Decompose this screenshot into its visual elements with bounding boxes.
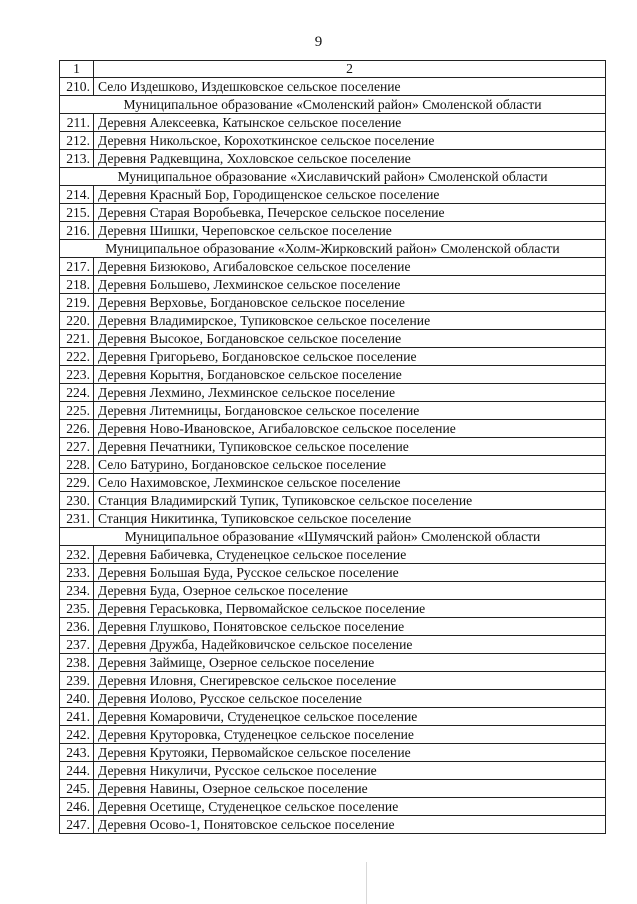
section-row bbox=[60, 528, 606, 546]
table-body bbox=[60, 61, 606, 834]
row-number: 244. bbox=[60, 762, 94, 780]
row-number: 218. bbox=[60, 276, 94, 294]
settlement-name: Деревня Навины, Озерное сельское поселение bbox=[94, 780, 606, 798]
settlement-name: Станция Владимирский Тупик, Тупиковское сельское поселение bbox=[94, 492, 606, 510]
section-title: Муниципальное образование «Шумячский район» Смоленской области bbox=[60, 528, 606, 546]
settlement-name: Деревня Бизюково, Агибаловское сельское поселение bbox=[94, 258, 606, 276]
section-row bbox=[60, 168, 606, 186]
row-number: 243. bbox=[60, 744, 94, 762]
scan-fold-line bbox=[366, 862, 367, 904]
table-row bbox=[60, 762, 606, 780]
table-row bbox=[60, 636, 606, 654]
table-row bbox=[60, 78, 606, 96]
row-number: 214. bbox=[60, 186, 94, 204]
row-number: 242. bbox=[60, 726, 94, 744]
table-row bbox=[60, 348, 606, 366]
row-number: 247. bbox=[60, 816, 94, 834]
settlement-name: Деревня Радкевщина, Хохловское сельское поселение bbox=[94, 150, 606, 168]
settlement-name: Село Нахимовское, Лехминское сельское поселение bbox=[94, 474, 606, 492]
row-number: 246. bbox=[60, 798, 94, 816]
settlement-name: Деревня Круторовка, Студенецкое сельское поселение bbox=[94, 726, 606, 744]
table-row bbox=[60, 222, 606, 240]
settlement-name: Деревня Гераськовка, Первомайское сельское поселение bbox=[94, 600, 606, 618]
row-number: 230. bbox=[60, 492, 94, 510]
table-row bbox=[60, 186, 606, 204]
table-row bbox=[60, 402, 606, 420]
settlement-name: Деревня Красный Бор, Городищенское сельское поселение bbox=[94, 186, 606, 204]
table-row bbox=[60, 330, 606, 348]
table-row bbox=[60, 312, 606, 330]
settlement-name: Деревня Бабичевка, Студенецкое сельское поселение bbox=[94, 546, 606, 564]
section-row bbox=[60, 240, 606, 258]
header-cell-number: 1 bbox=[60, 61, 94, 78]
row-number: 223. bbox=[60, 366, 94, 384]
table-row bbox=[60, 654, 606, 672]
table-row bbox=[60, 564, 606, 582]
settlement-name: Деревня Владимирское, Тупиковское сельское поселение bbox=[94, 312, 606, 330]
settlement-name: Деревня Алексеевка, Катынское сельское поселение bbox=[94, 114, 606, 132]
settlement-name: Деревня Иолово, Русское сельское поселение bbox=[94, 690, 606, 708]
table-row bbox=[60, 456, 606, 474]
table-row bbox=[60, 492, 606, 510]
table-row bbox=[60, 276, 606, 294]
row-number: 241. bbox=[60, 708, 94, 726]
settlement-name: Деревня Никуличи, Русское сельское поселение bbox=[94, 762, 606, 780]
settlement-name: Деревня Литемницы, Богдановское сельское поселение bbox=[94, 402, 606, 420]
row-number: 222. bbox=[60, 348, 94, 366]
row-number: 219. bbox=[60, 294, 94, 312]
table-header-row bbox=[60, 61, 606, 78]
settlement-name: Деревня Лехмино, Лехминское сельское поселение bbox=[94, 384, 606, 402]
settlement-name: Деревня Буда, Озерное сельское поселение bbox=[94, 582, 606, 600]
page-number: 9 bbox=[314, 34, 323, 50]
header-cell-name: 2 bbox=[94, 61, 606, 78]
settlement-name: Деревня Иловня, Снегиревское сельское поселение bbox=[94, 672, 606, 690]
row-number: 226. bbox=[60, 420, 94, 438]
settlement-name: Деревня Шишки, Череповское сельское поселение bbox=[94, 222, 606, 240]
row-number: 213. bbox=[60, 150, 94, 168]
table-row bbox=[60, 726, 606, 744]
table-row bbox=[60, 708, 606, 726]
table-row bbox=[60, 618, 606, 636]
row-number: 225. bbox=[60, 402, 94, 420]
row-number: 237. bbox=[60, 636, 94, 654]
row-number: 232. bbox=[60, 546, 94, 564]
table-row bbox=[60, 384, 606, 402]
row-number: 235. bbox=[60, 600, 94, 618]
row-number: 240. bbox=[60, 690, 94, 708]
section-row bbox=[60, 96, 606, 114]
settlement-name: Деревня Ново-Ивановское, Агибаловское сельское поселение bbox=[94, 420, 606, 438]
table-row bbox=[60, 546, 606, 564]
row-number: 228. bbox=[60, 456, 94, 474]
table-row bbox=[60, 600, 606, 618]
row-number: 221. bbox=[60, 330, 94, 348]
settlement-name: Деревня Верховье, Богдановское сельское поселение bbox=[94, 294, 606, 312]
table-row bbox=[60, 150, 606, 168]
settlement-name: Деревня Комаровичи, Студенецкое сельское поселение bbox=[94, 708, 606, 726]
settlements-table bbox=[59, 60, 606, 834]
settlement-name: Село Батурино, Богдановское сельское поселение bbox=[94, 456, 606, 474]
row-number: 211. bbox=[60, 114, 94, 132]
row-number: 217. bbox=[60, 258, 94, 276]
settlement-name: Деревня Высокое, Богдановское сельское поселение bbox=[94, 330, 606, 348]
settlement-name: Деревня Большая Буда, Русское сельское поселение bbox=[94, 564, 606, 582]
section-title: Муниципальное образование «Хиславичский район» Смоленской области bbox=[60, 168, 606, 186]
table-row bbox=[60, 744, 606, 762]
settlement-name: Деревня Займище, Озерное сельское поселение bbox=[94, 654, 606, 672]
row-number: 236. bbox=[60, 618, 94, 636]
settlement-name: Деревня Большево, Лехминское сельское поселение bbox=[94, 276, 606, 294]
table-row bbox=[60, 816, 606, 834]
table-row bbox=[60, 114, 606, 132]
row-number: 215. bbox=[60, 204, 94, 222]
settlement-name: Деревня Осово-1, Понятовское сельское поселение bbox=[94, 816, 606, 834]
settlement-name: Деревня Глушково, Понятовское сельское поселение bbox=[94, 618, 606, 636]
row-number: 224. bbox=[60, 384, 94, 402]
settlement-name: Деревня Старая Воробьевка, Печерское сельское поселение bbox=[94, 204, 606, 222]
row-number: 233. bbox=[60, 564, 94, 582]
table-row bbox=[60, 510, 606, 528]
settlement-name: Деревня Григорьево, Богдановское сельское поселение bbox=[94, 348, 606, 366]
section-title: Муниципальное образование «Холм-Жирковский район» Смоленской области bbox=[60, 240, 606, 258]
table-row bbox=[60, 798, 606, 816]
table-row bbox=[60, 582, 606, 600]
settlement-name: Деревня Дружба, Надейковичское сельское поселение bbox=[94, 636, 606, 654]
table-row bbox=[60, 366, 606, 384]
row-number: 239. bbox=[60, 672, 94, 690]
settlement-name: Деревня Крутояки, Первомайское сельское поселение bbox=[94, 744, 606, 762]
row-number: 234. bbox=[60, 582, 94, 600]
table-row bbox=[60, 474, 606, 492]
row-number: 212. bbox=[60, 132, 94, 150]
table-row bbox=[60, 132, 606, 150]
table-row bbox=[60, 780, 606, 798]
table-row bbox=[60, 690, 606, 708]
row-number: 238. bbox=[60, 654, 94, 672]
row-number: 231. bbox=[60, 510, 94, 528]
table-row bbox=[60, 420, 606, 438]
section-title: Муниципальное образование «Смоленский район» Смоленской области bbox=[60, 96, 606, 114]
table-row bbox=[60, 204, 606, 222]
settlement-name: Станция Никитинка, Тупиковское сельское поселение bbox=[94, 510, 606, 528]
table-row bbox=[60, 672, 606, 690]
row-number: 229. bbox=[60, 474, 94, 492]
table-row bbox=[60, 258, 606, 276]
row-number: 245. bbox=[60, 780, 94, 798]
settlement-name: Деревня Осетище, Студенецкое сельское поселение bbox=[94, 798, 606, 816]
row-number: 220. bbox=[60, 312, 94, 330]
settlement-name: Деревня Никольское, Корохоткинское сельское поселение bbox=[94, 132, 606, 150]
settlement-name: Деревня Печатники, Тупиковское сельское поселение bbox=[94, 438, 606, 456]
table-row bbox=[60, 294, 606, 312]
settlement-name: Село Издешково, Издешковское сельское поселение bbox=[94, 78, 606, 96]
table-row bbox=[60, 438, 606, 456]
settlement-name: Деревня Корытня, Богдановское сельское поселение bbox=[94, 366, 606, 384]
row-number: 227. bbox=[60, 438, 94, 456]
row-number: 216. bbox=[60, 222, 94, 240]
row-number: 210. bbox=[60, 78, 94, 96]
